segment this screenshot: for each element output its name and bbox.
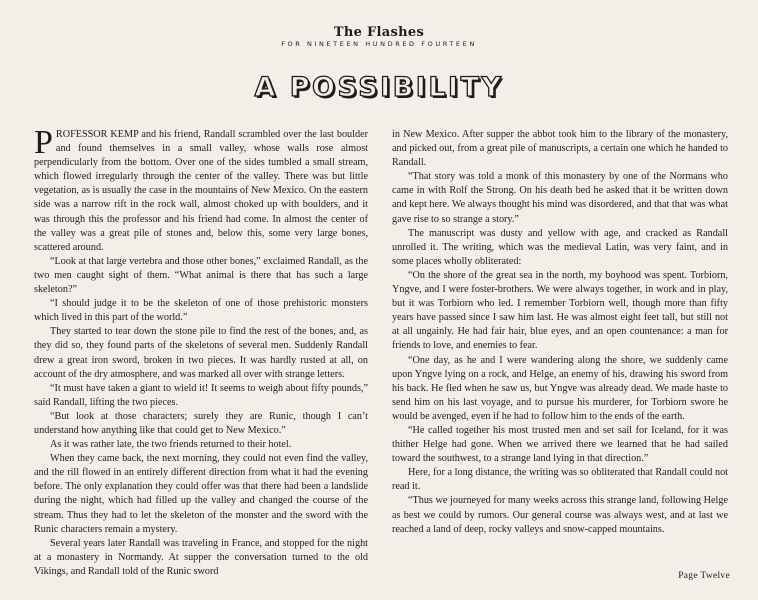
paragraph: “But look at those characters; surely they are Runic, though I can’t understand how anything like that could get to New Mexico.” [34,410,368,436]
drop-cap: P [34,124,53,161]
paragraph: “He called together his most trusted men and set sail for Iceland, for it was thither Helge had gone. When we arrived there we learned that he had sailed toward the southwest, to a strange land lying in that direction.” [392,424,728,465]
paragraph: Here, for a long distance, the writing was so obliterated that Randall could not read it. [392,467,728,493]
paragraph-text: ROFESSOR KEMP and his friend, Randall scrambled over the last boulder and found themselves in a small valley, whose walls rose almost perpendicularly from the bottom. Over one of the sides tumbled a small stream, which flowed irregularly through the center of the valley. There was but little vegetation, as is usually the case in the mountains of New Mexico. On the eastern side was a narrow rift in the rock wall, almost choked up with boulders, and it was through this the professor and his friend had come. In almost the center of the valley was a great pile of stones and, below this, some very large bones, scattered around. [34,129,368,253]
title-wrap [0,72,758,103]
paragraph: Several years later Randall was traveling in France, and stopped for the night at a monastery in Normandy. At supper the conversation turned to the old Vikings, and Randall told of the Runic sword [34,537,368,577]
article-title: A POSSIBILITY [254,72,504,103]
page-number: Page Twelve [678,571,730,581]
paragraph: “Thus we journeyed for many weeks across this strange land, following Helge as best we could by rumors. Our general course was always west, and at last we reached a land of deep, rocky valleys and snow-capped mountains. [392,495,728,535]
paragraph: They started to tear down the stone pile to find the rest of the bones, and, as they did so, they found parts of the skeletons of several men. Suddenly Randall drew a great iron sword, broken in two pieces. It was hardly rusted at all, on account of the dry atmosphere, and was marked all over with strange letters. [34,326,368,380]
paragraph: When they came back, the next morning, they could not even find the valley, and the rill flowed in an entirely different direction from what it had the evening before. The only explanation they could offer was that there had been a landslide during the night, which had filled up the valley and changed the course of the stream. Thus they had to let the skeleton of the monster and the sword with the Runic characters remain a mystery. [34,453,368,535]
masthead: The Flashes [333,25,425,40]
left-column [34,124,368,579]
paragraph [34,124,368,255]
paragraph: “One day, as he and I were wandering along the shore, we suddenly came upon Yngve lying on a rock, and Helge, an enemy of his, drawing his sword from his back. He fled when he saw us, but Yngve was already dead. We made haste to send him on his last voyage, and to pursue his murderer, for Torbiorn swore he would be avenged, even if he had to follow him to the ends of the earth. [392,354,728,422]
right-column [392,128,728,537]
paragraph: in New Mexico. After supper the abbot took him to the library of the monastery, and picked out, from a great pile of manuscripts, a certain one which he handed to Randall. [392,129,728,169]
paragraph: The manuscript was dusty and yellow with age, and cracked as Randall unrolled it. The writing, which was the medieval Latin, was very faint, and in some places wholly obliterated: [392,227,728,267]
paragraph: As it was rather late, the two friends returned to their hotel. [50,439,292,451]
paragraph: “I should judge it to be the skeleton of one of those prehistoric monsters which lived in this part of the world.” [34,298,368,324]
paragraph: “That story was told a monk of this monastery by one of the Normans who came in with Rolf the Strong. On his death bed he asked that it be written down and kept here. We always thought his mind was disordered, and that that was what gave rise to so strange a story.” [392,171,728,225]
paragraph: “It must have taken a giant to wield it! It seems to weigh about fifty pounds,” said Randall, lifting the two pieces. [34,382,368,408]
paragraph: “Look at that large vertebra and those other bones,” exclaimed Randall, as the two men caught sight of them. “What animal is there that has such a large skeleton?” [34,255,368,296]
subtitle: FOR NINETEEN HUNDRED FOURTEEN [281,40,477,48]
paragraph: “On the shore of the great sea in the north, my boyhood was spent. Torbiorn, Yngve, and I were foster-brothers. We were always together, in work and in play, but it was Torbiorn who led. I remember Torbiorn well, though more than fifty years have passed since I saw him last. He was almost eight feet tall, but still not at all ungainly. He had fair hair, blue eyes, and an open countenance: a man for friends to love, and enemies to fear. [392,269,728,352]
